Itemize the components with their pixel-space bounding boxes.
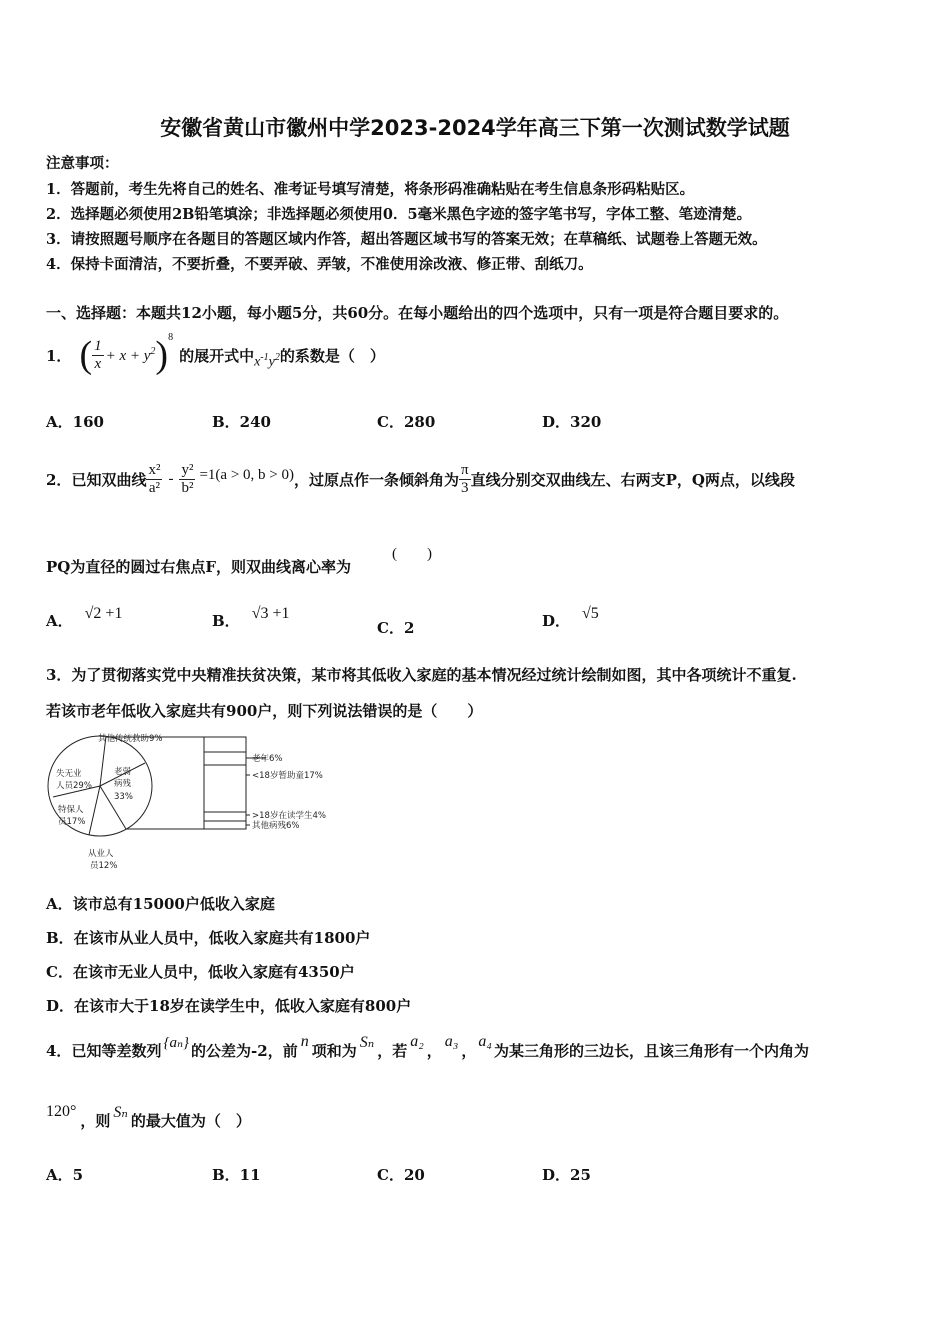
separator: ， <box>426 1041 442 1060</box>
question-text: 的系数是（ ） <box>279 346 385 365</box>
question-number: 1． <box>46 346 72 365</box>
q3-option-c[interactable]: C．在该市无业人员中，低收入家庭有4350户 <box>46 963 355 981</box>
question-number: 4． <box>46 1041 72 1060</box>
notice-item-4: 4．保持卡面清洁，不要折叠，不要弄破、弄皱，不准使用涂改液、修正带、刮纸刀。 <box>46 256 593 273</box>
notice-item-3: 3．请按照题号顺序在各题目的答题区域内作答，超出答题区域书写的答案无效；在草稿纸、试题卷上答题无效。 <box>46 231 767 248</box>
q4-option-d[interactable]: D．25 <box>542 1166 591 1184</box>
angle-value: 120° <box>46 1103 77 1120</box>
label-unemployed: 人员29% <box>56 781 92 791</box>
label-special: 特保人 <box>58 805 84 815</box>
label-elderly: 老年6% <box>252 754 283 764</box>
question-text: ，过原点作一条倾斜角为 <box>293 470 459 489</box>
q4-option-c[interactable]: C．20 <box>377 1166 425 1184</box>
question-text: ，若 <box>377 1041 408 1060</box>
label-weak: 病残 <box>114 779 132 789</box>
label-unemployed: 失无业 <box>56 769 82 779</box>
fraction-x: $\frac{\text{x²}}{\text{a²}}$ <box>148 461 161 496</box>
condition: =1(a > 0, b > 0) <box>199 466 294 483</box>
question-4 <box>46 1030 809 1070</box>
sequence-symbol: {aₙ} <box>163 1034 190 1051</box>
label-employed: 员12% <box>90 861 118 871</box>
page-title: 安徽省黄山市徽州中学2023-2024学年高三下第一次测试数学试题 <box>160 116 790 140</box>
question-text: 为某三角形的三边长，且该三角形有一个内角为 <box>493 1041 809 1060</box>
n-symbol: n <box>300 1033 309 1050</box>
label-special: 员17% <box>58 817 86 827</box>
paren-right: ) <box>155 334 169 376</box>
notice-item-2: 2．选择题必须使用2B铅笔填涂；非选择题必须使用0．5毫米黑色字迹的签字笔书写，字体工整、笔迹清楚。 <box>46 206 752 223</box>
q2-option-d[interactable]: D． √5 <box>542 605 599 630</box>
section-heading: 一、选择题：本题共12小题，每小题5分，共60分。在每小题给出的四个选项中，只有一项是符合题目要求的。 <box>46 304 789 322</box>
sn-symbol: Sₙ <box>359 1034 375 1051</box>
q4-option-a[interactable]: A．5 <box>46 1166 84 1184</box>
q1-option-b[interactable]: B．240 <box>212 413 271 431</box>
a3-symbol: a₃ <box>444 1033 459 1050</box>
q2-option-c[interactable]: C．2 <box>377 619 415 637</box>
q4-option-b[interactable]: B．11 <box>212 1166 261 1184</box>
q3-option-d[interactable]: D．在该市大于18岁在读学生中，低收入家庭有800户 <box>46 997 412 1015</box>
notice-item-1: 1．答题前，考生先将自己的姓名、准考证号填写清楚，将条形码准确粘贴在考生信息条形码粘贴区。 <box>46 181 695 198</box>
fraction: $\frac{1}{x}$ <box>94 337 102 372</box>
breakdown-bar <box>204 737 246 829</box>
question-text: 的最大值为（ ） <box>130 1111 251 1130</box>
label-disabled: 其他病残6% <box>252 821 300 831</box>
expression: + $x + y^2$ <box>105 345 156 364</box>
question-1 <box>46 330 385 380</box>
question-3-line-2: 若该市老年低收入家庭共有900户，则下列说法错误的是（ ） <box>46 702 483 720</box>
q2-option-b[interactable]: B． √3 +1 <box>212 605 290 630</box>
q1-option-d[interactable]: D．320 <box>542 413 602 431</box>
question-2-line-2: PQ为直径的圆过右焦点F，则双曲线离心率为 <box>46 558 351 576</box>
a4-symbol: a₄ <box>478 1033 492 1050</box>
notice-heading: 注意事项： <box>46 155 119 172</box>
fraction-y: $\frac{\text{y²}}{\text{b²}}$ <box>181 461 194 496</box>
question-text: 的展开式中 <box>179 346 255 365</box>
question-text: ，则 <box>80 1111 111 1130</box>
sn-symbol: Sₙ <box>113 1104 128 1121</box>
question-text: 的公差为-2，前 <box>191 1041 298 1060</box>
question-text: 直线分别交双曲线左、右两支P，Q两点，以线段 <box>470 470 795 489</box>
question-4-line-2 <box>46 1100 251 1140</box>
question-number: 2． <box>46 470 72 489</box>
q2-option-a[interactable]: A． √2 +1 <box>46 605 123 630</box>
label-under18: <18岁暂助童17% <box>252 771 323 781</box>
term: $x^{-1}y^2$ <box>254 351 280 370</box>
question-3-line-1: 3．为了贯彻落实党中央精准扶贫决策，某市将其低收入家庭的基本情况经过统计绘制如图，其中各项统计不重复. <box>46 666 797 684</box>
label-weak: 33% <box>114 792 133 802</box>
question-text: 已知等差数列 <box>71 1041 162 1060</box>
label-student: >18岁在读学生4% <box>252 811 326 821</box>
answer-paren: ( ) <box>392 546 432 562</box>
q1-option-c[interactable]: C．280 <box>377 413 436 431</box>
minus-sign: - <box>168 470 174 487</box>
angle-fraction: $\frac{\pi}{3}$ <box>461 461 469 496</box>
q1-option-a[interactable]: A．160 <box>46 413 104 431</box>
a2-symbol: a₂ <box>410 1033 424 1050</box>
power: 8 <box>168 332 174 343</box>
paren-left: ( <box>79 334 93 376</box>
question-text: 项和为 <box>311 1041 357 1060</box>
label-employed: 从业人 <box>88 849 114 859</box>
label-other-measures: 其他传统救助9% <box>98 734 163 744</box>
q3-option-b[interactable]: B．在该市从业人员中，低收入家庭共有1800户 <box>46 929 371 947</box>
separator: ， <box>461 1041 477 1060</box>
q3-option-a[interactable]: A．该市总有15000户低收入家庭 <box>46 895 275 913</box>
label-weak: 老弱 <box>114 767 132 777</box>
income-pie-figure <box>44 728 344 878</box>
question-text: 已知双曲线 <box>71 470 147 489</box>
question-2 <box>46 444 795 514</box>
pie-divider <box>89 786 100 835</box>
